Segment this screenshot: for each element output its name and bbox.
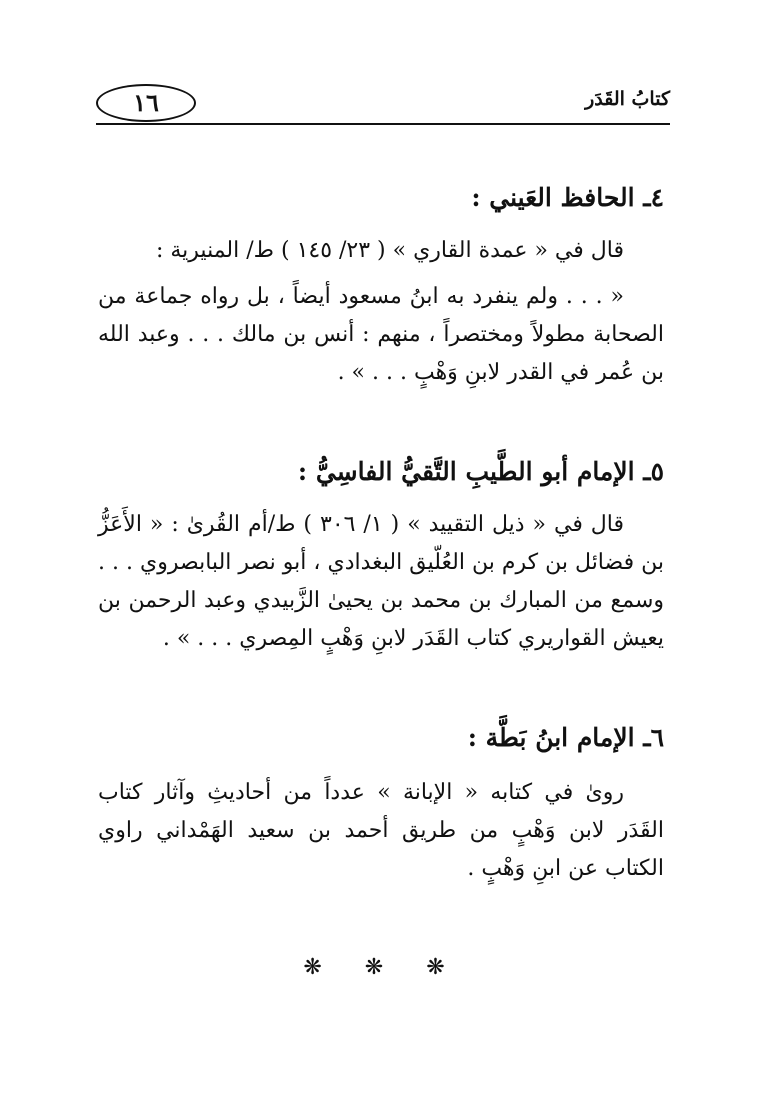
body-paragraph: روىٰ في كتابه « الإبانة » عدداً من أحاديثِ وآثار كتاب القَدَر لابن وَهْبٍ من طريق أحمد بن سعيد الهَمْداني راوي الكتاب عن ابنِ وَهْبٍ . xyxy=(98,780,664,881)
section-4 xyxy=(98,178,664,392)
page-number: ١٦ xyxy=(96,84,196,122)
section-end-ornament: ❋ ❋ ❋ xyxy=(303,955,463,980)
section-heading: ٦ـ الإمام ابنُ بَطَّة : xyxy=(467,723,664,752)
running-title: كتابُ القَدَر xyxy=(585,88,670,110)
quote-paragraph: قال في « ذيل التقييد » ( ١/ ٣٠٦ ) ط/أم القُرىٰ : « الأَعَزُّ بن فضائل بن كرم بن العُلّيق البغدادي ، أبو نصر البابصروي . . . وسمع من المبارك بن محمد بن يحيىٰ الزَّبيدي وعبد الرحمن بن يعيش القواريري كتاب القَدَر لابنِ وَهْبٍ المِصري . . . » . xyxy=(98,512,665,651)
citation-line: قال في « عمدة القاري » ( ٢٣/ ١٤٥ ) ط/ المنيرية : xyxy=(155,238,624,263)
section-6 xyxy=(98,718,664,888)
section-5 xyxy=(98,452,664,658)
section-heading: ٤ـ الحافظ العَيني : xyxy=(471,183,664,212)
section-heading: ٥ـ الإمام أبو الطَّيبِ التَّقيُّ الفاسِيُّ : xyxy=(297,457,664,486)
header-rule xyxy=(96,123,670,125)
quote-paragraph: « . . . ولم ينفرد به ابنُ مسعود أيضاً ، بل رواه جماعة من الصحابة مطولاً ومختصراً ، منهم : أنس بن مالك . . . وعبد الله بن عُمر في القدر لابنِ وَهْبٍ . . . » . xyxy=(98,284,664,385)
page-header xyxy=(96,84,670,124)
